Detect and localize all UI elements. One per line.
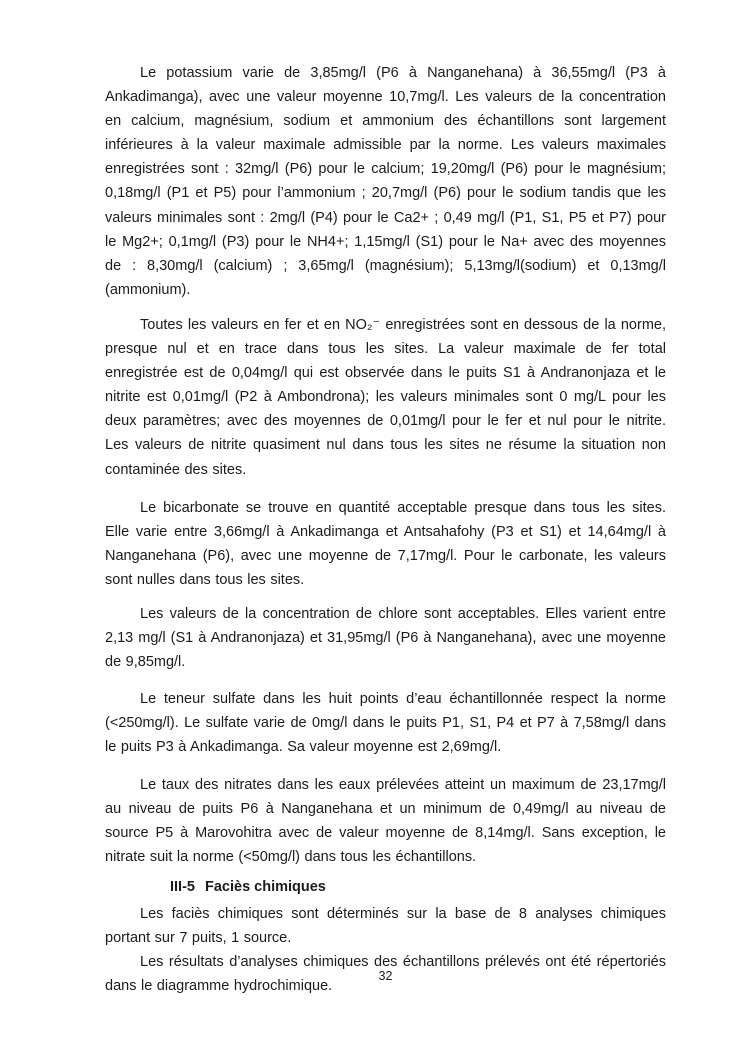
paragraph-bicarbonate: Le bicarbonate se trouve en quantité acceptable presque dans tous les sites. Elle varie entre 3,66mg/l à Ankadimanga et Antsahafohy (P3 et S1) et 14,64mg/l à Nanganehana (P6), avec une moyenne de 7,17mg/l. Pour le carbonate, les valeurs sont nulles dans tous les sites. — [105, 499, 666, 588]
paragraph-sulfate: Le teneur sulfate dans les huit points d’eau échantillonnée respect la norme (<250mg/l). Le sulfate varie de 0mg/l dans le puits P1, S1, P4 et P7 à 7,58mg/l dans le puits P3 à Ankadimanga. Sa valeur moyenne est 2,69mg/l. — [105, 691, 666, 756]
section-number: III-5 — [170, 878, 195, 895]
text-content — [105, 61, 666, 998]
paragraph-potassium: Le potassium varie de 3,85mg/l (P6 à Nanganehana) à 36,55mg/l (P3 à Ankadimanga), avec une valeur moyenne 10,7mg/l. Les valeurs de la concentration en calcium, magnésium, sodium et ammonium des échantillons sont largement inférieures à la valeur maximale admissible par la norme. Les valeurs maximales enregistrées sont : 32mg/l (P6) pour le calcium; 19,20mg/l (P6) pour le magnésium; 0,18mg/l (P1 et P5) pour l’ammonium ; 20,7mg/l (P6) pour le sodium tandis que les valeurs minimales sont : 2mg/l (P4) pour le Ca2+ ; 0,49 mg/l (P1, S1, P5 et P7) pour le Mg2+; 0,1mg/l (P3) pour le NH4+; 1,15mg/l (S1) pour le Na+ avec des moyennes de : 8,30mg/l (calcium) ; 3,65mg/l (magnésium); 5,13mg/l(sodium) et 0,13mg/l (ammonium). — [105, 65, 666, 298]
paragraph-resultats-analyses: Les résultats d’analyses chimiques des échantillons prélevés ont été répertoriés dans le diagramme hydrochimique. — [105, 954, 666, 995]
paragraph-fer-nitrite: Toutes les valeurs en fer et en NO₂⁻ enregistrées sont en dessous de la norme, presque nul et en trace dans tous les sites. La valeur maximale de fer total enregistrée est de 0,04mg/l qui est observée dans le puits S1 à Andranonjaza et le nitrite est 0,01mg/l (P2 à Ambondrona); les valeurs minimales sont 0 mg/L pour les deux paramètres; avec des moyennes de 0,01mg/l pour le fer et nul pour le nitrite. Les valeurs de nitrite quasiment nul dans tous les sites ne résume la situation non contaminée des sites. — [105, 316, 666, 478]
paragraph-nitrates: Le taux des nitrates dans les eaux prélevées atteint un maximum de 23,17mg/l au niveau de puits P6 à Nanganehana et un minimum de 0,49mg/l au niveau de source P5 à Marovohitra avec de valeur moyenne de 8,14mg/l. Sans exception, le nitrate suit la norme (<50mg/l) dans tous les échantillons. — [105, 776, 666, 865]
paragraph-chlore: Les valeurs de la concentration de chlore sont acceptables. Elles varient entre 2,13 mg/l (S1 à Andranonjaza) et 31,95mg/l (P6 à Nanganehana), avec une moyenne de 9,85mg/l. — [105, 605, 666, 671]
section-title: Faciès chimiques — [204, 878, 326, 895]
page-number: 32 — [378, 969, 393, 983]
section-heading — [105, 875, 666, 899]
paragraph-facies-intro: Les faciès chimiques sont déterminés sur la base de 8 analyses chimiques portant sur 7 puits, 1 source. — [105, 906, 666, 947]
